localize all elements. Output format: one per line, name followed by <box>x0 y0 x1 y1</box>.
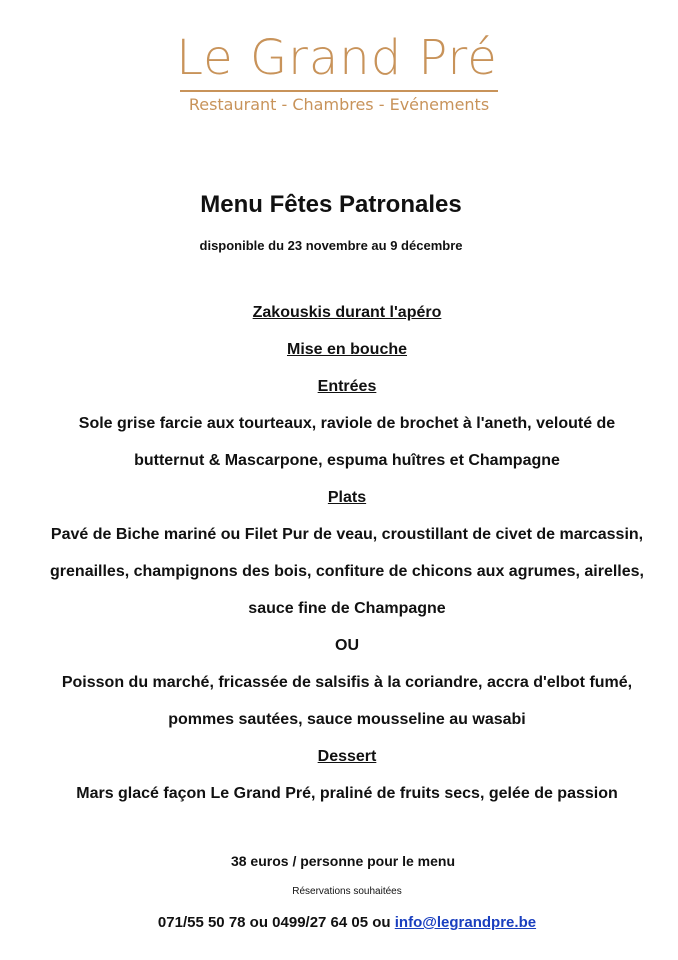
entree-line: Sole grise farcie aux tourteaux, raviole de brochet à l'aneth, velouté de <box>78 415 616 432</box>
contact-line <box>0 912 678 934</box>
plat-separator: OU <box>335 637 359 654</box>
dessert-line: Mars glacé façon Le Grand Pré, praliné de fruits secs, gelée de passion <box>76 785 618 802</box>
page-title: Menu Fêtes Patronales <box>200 191 462 218</box>
availability-dates: disponible du 23 novembre au 9 décembre <box>199 238 463 253</box>
plat-option1-line: grenailles, champignons des bois, confiture de chicons aux agrumes, airelles, <box>50 563 644 580</box>
section-plats-heading: Plats <box>327 489 367 506</box>
section-dessert-heading: Dessert <box>317 748 377 765</box>
section-zakouskis: Zakouskis durant l'apéro <box>252 304 442 321</box>
logo-tagline: Restaurant - Chambres - Evénements <box>188 95 490 114</box>
entree-line: butternut & Mascarpone, espuma huîtres et Champagne <box>134 452 560 469</box>
plat-option2-line: pommes sautées, sauce mousseline au wasabi <box>168 711 526 728</box>
logo-name: Le Grand Pré <box>176 30 498 86</box>
logo <box>0 28 678 116</box>
logo-divider <box>180 90 498 92</box>
menu-body <box>0 294 678 812</box>
plat-option1-line: Pavé de Biche mariné ou Filet Pur de veau, croustillant de civet de marcassin, <box>50 526 644 543</box>
section-mise-en-bouche: Mise en bouche <box>286 341 408 358</box>
contact-phones: 071/55 50 78 ou 0499/27 64 05 ou <box>157 914 391 931</box>
reservations-note: Réservations souhaitées <box>292 886 402 897</box>
menu-price: 38 euros / personne pour le menu <box>230 853 456 869</box>
section-entrees-heading: Entrées <box>317 378 377 395</box>
contact-email-link[interactable]: info@legrandpre.be <box>394 914 537 931</box>
plat-option1-line: sauce fine de Champagne <box>248 600 446 617</box>
plat-option2-line: Poisson du marché, fricassée de salsifis à la coriandre, accra d'elbot fumé, <box>61 674 633 691</box>
